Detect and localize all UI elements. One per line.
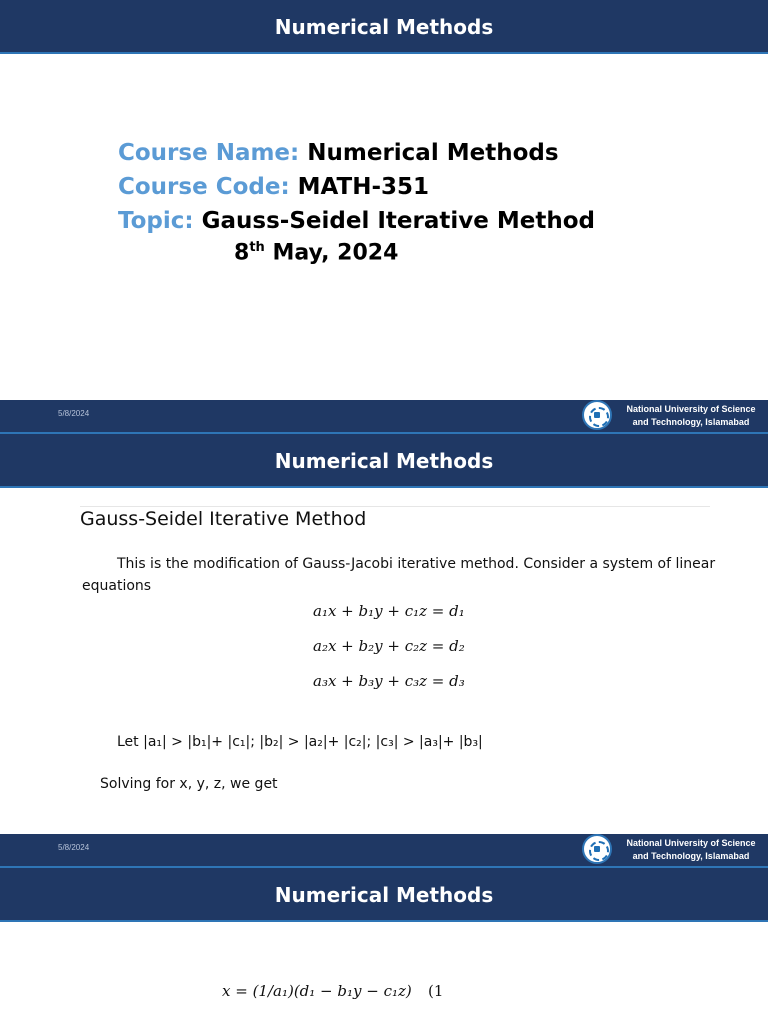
slide-header: Numerical Methods — [0, 868, 768, 922]
footer-organization — [616, 837, 766, 863]
topic-value: Gauss-Seidel Iterative Method — [201, 208, 595, 234]
x-equation: x = (1/a₁)(d₁ − b₁y − c₁z) — [222, 982, 412, 1000]
slide-header: Numerical Methods — [0, 434, 768, 488]
footer-organization — [616, 403, 766, 429]
date-rest: May, 2024 — [272, 240, 399, 266]
equation-number: (1 — [428, 982, 444, 1000]
topic-label: Topic: — [118, 208, 194, 234]
course-code-label: Course Code: — [118, 174, 290, 200]
course-code-value: MATH-351 — [297, 174, 430, 200]
slide-1 — [0, 0, 768, 434]
footer-org-line1: National University of Science — [626, 404, 756, 414]
footer-date: 5/8/2024 — [58, 409, 90, 418]
topic-line — [118, 208, 595, 234]
course-name-line — [118, 140, 559, 166]
solving-text: Solving for x, y, z, we get — [100, 776, 278, 792]
footer-org-line1: National University of Science — [626, 838, 756, 848]
equation-3: a₃x + b₃y + c₃z = d₃ — [313, 672, 465, 690]
divider — [80, 506, 710, 507]
university-logo-icon — [582, 834, 612, 864]
footer-org-line2: and Technology, Islamabad — [632, 851, 750, 861]
equation-2: a₂x + b₂y + c₂z = d₂ — [313, 637, 465, 655]
date-suffix: th — [249, 240, 265, 255]
course-name-value: Numerical Methods — [307, 140, 559, 166]
equation-1: a₁x + b₁y + c₁z = d₁ — [313, 602, 465, 620]
footer-date: 5/8/2024 — [58, 843, 90, 852]
section-heading: Gauss-Seidel Iterative Method — [80, 508, 367, 530]
course-code-line — [118, 174, 429, 200]
lecture-date — [234, 240, 398, 265]
slide-header: Numerical Methods — [0, 0, 768, 54]
course-name-label: Course Name: — [118, 140, 300, 166]
slide-2 — [0, 434, 768, 868]
date-day: 8 — [234, 240, 250, 266]
slide-footer — [0, 834, 768, 866]
intro-line-1: This is the modification of Gauss-Jacobi iterative method. Consider a system of linear — [117, 556, 716, 572]
slide-3 — [0, 868, 768, 1024]
footer-org-line2: and Technology, Islamabad — [632, 417, 750, 427]
intro-line-2: equations — [82, 578, 152, 594]
dominance-condition: Let |a₁| > |b₁|+ |c₁|; |b₂| > |a₂|+ |c₂|; |c₃| > |a₃|+ |b₃| — [117, 734, 483, 750]
slide-footer — [0, 400, 768, 432]
university-logo-icon — [582, 400, 612, 430]
